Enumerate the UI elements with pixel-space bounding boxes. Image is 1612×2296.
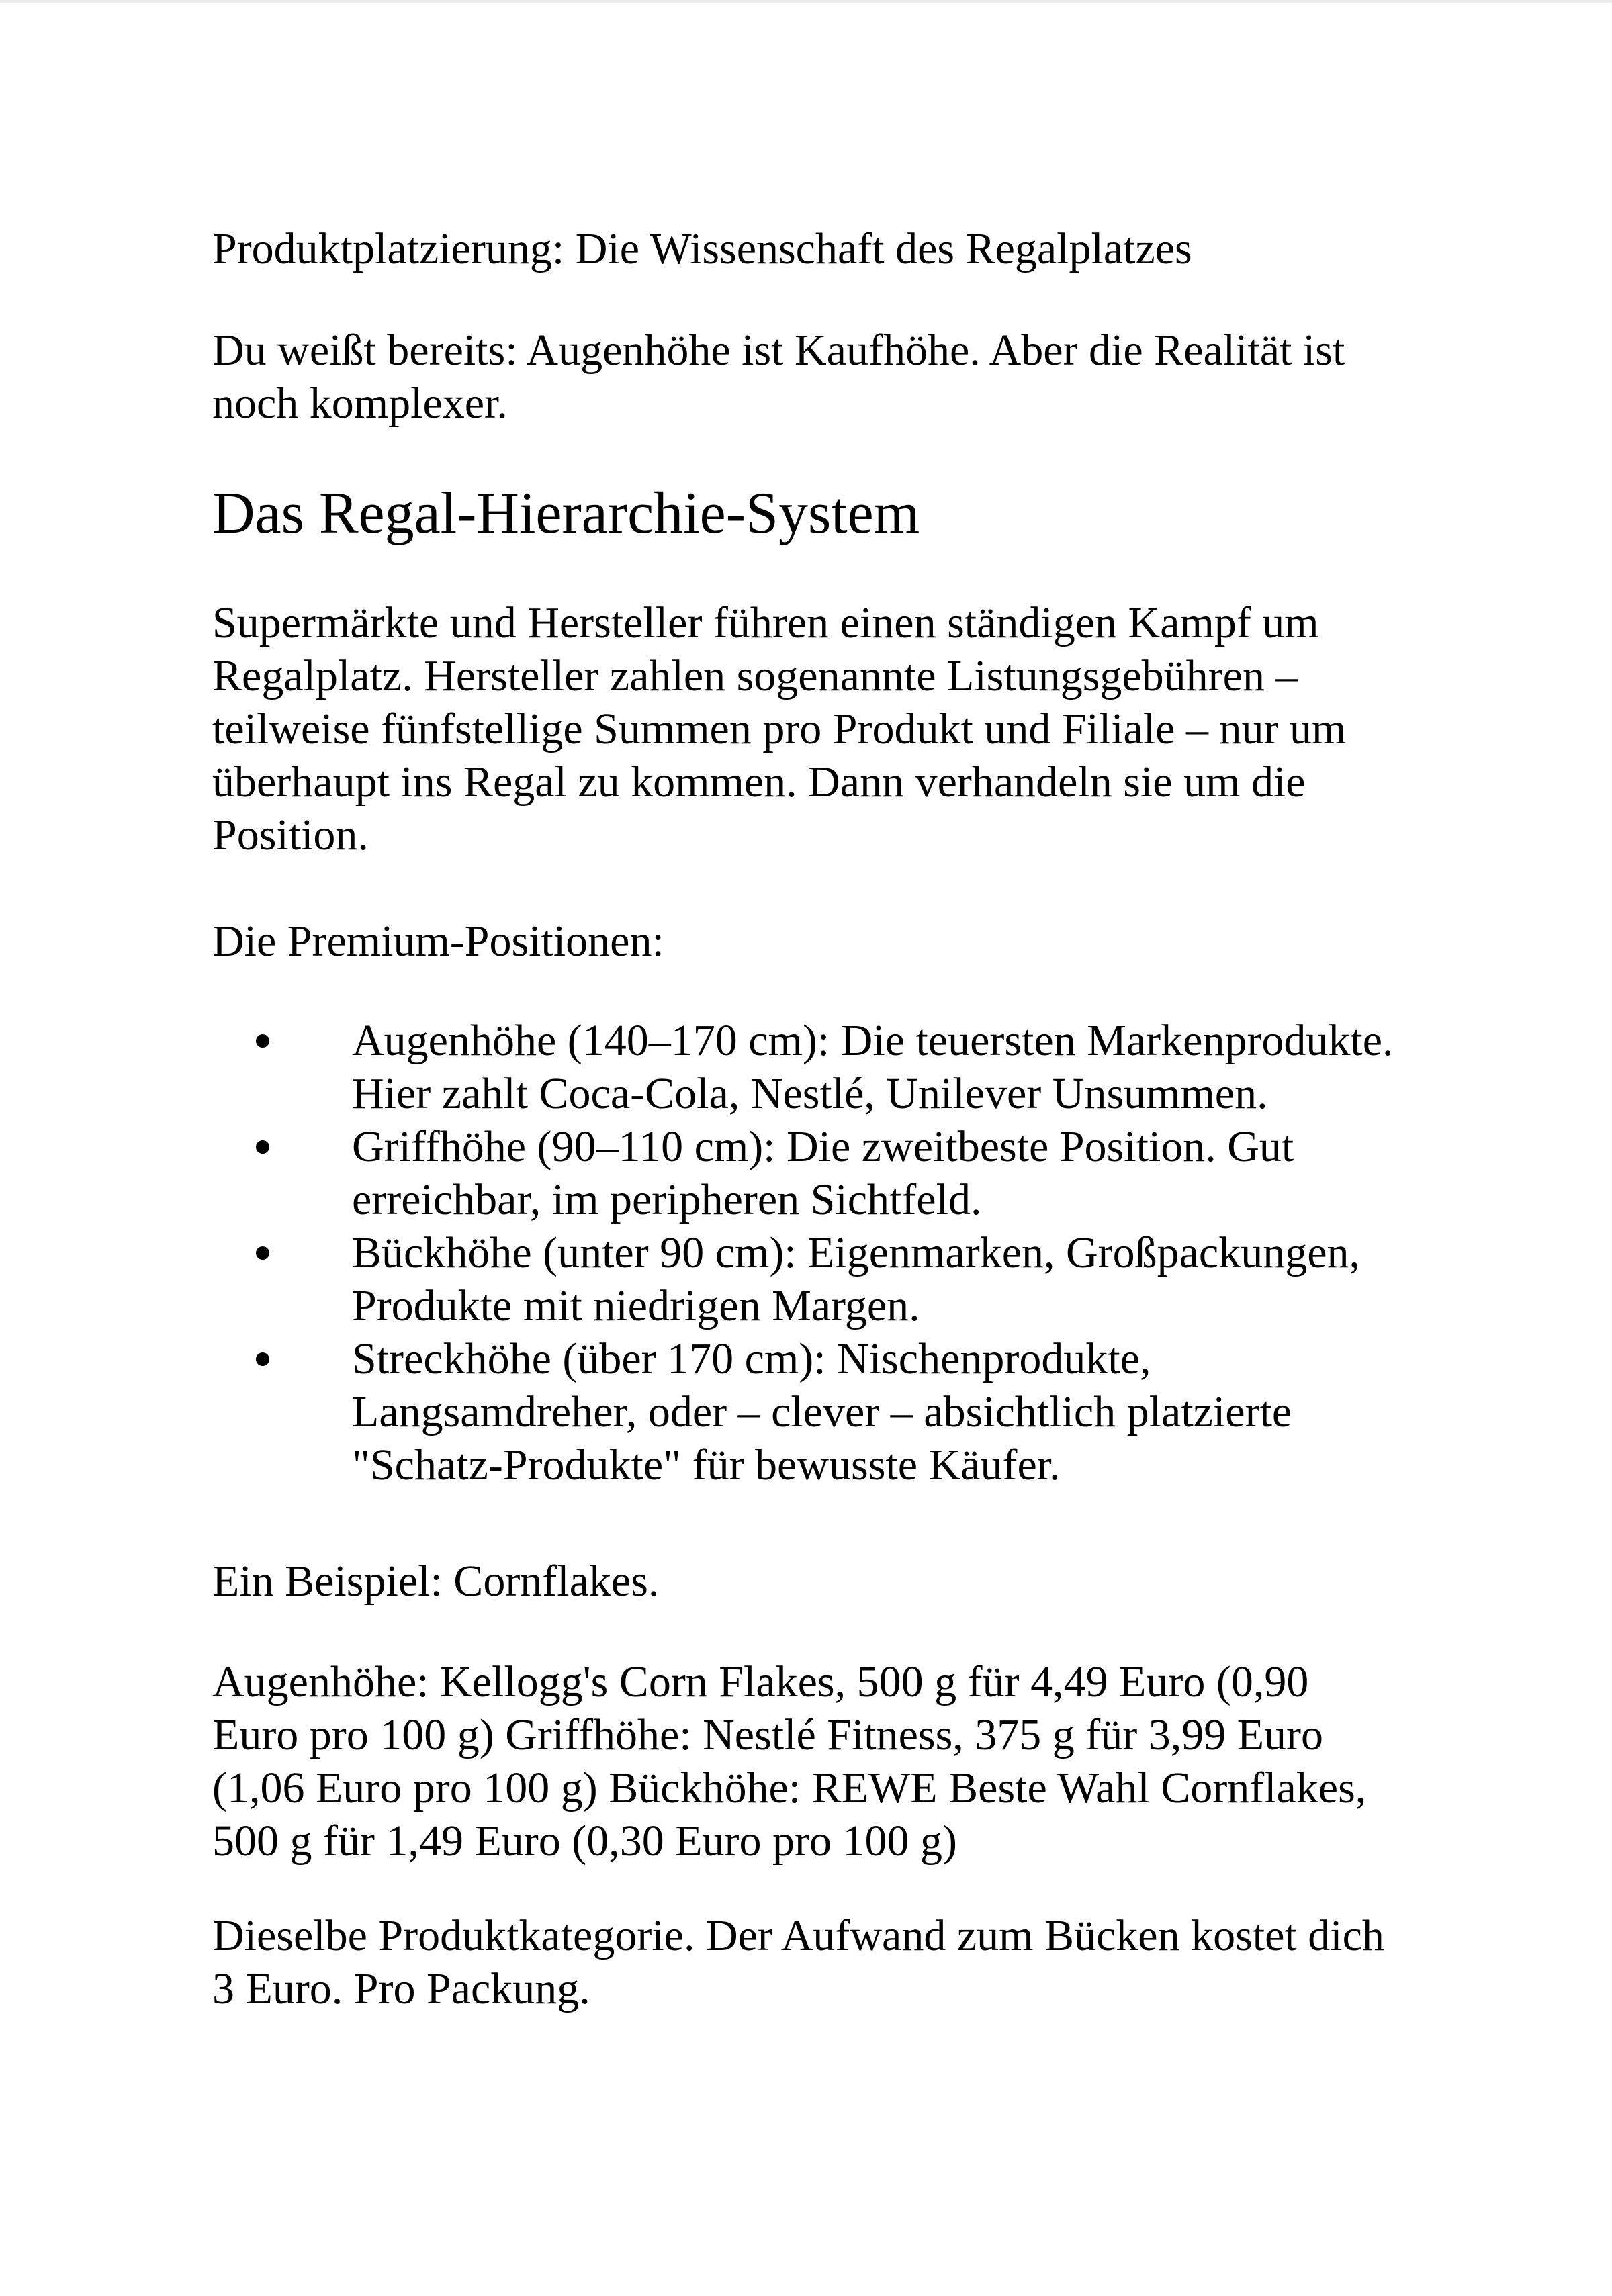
list-intro: Die Premium-Positionen:: [212, 917, 664, 966]
bullet-icon: [256, 1246, 269, 1260]
example-intro: Ein Beispiel: Cornflakes.: [212, 1557, 660, 1606]
bullet-icon: [256, 1352, 269, 1366]
document-title-line: Produktplatzierung: Die Wissenschaft des Regalplatzes: [212, 224, 1192, 273]
bullet-icon: [256, 1140, 269, 1154]
list-item-text: Augenhöhe (140–170 cm): Die teuersten Markenprodukte. Hier zahlt Coca-Cola, Nestlé, Unilever Unsummen.: [352, 1016, 1394, 1118]
list-item: [212, 1014, 1400, 1120]
list-item-text: Bückhöhe (unter 90 cm): Eigenmarken, Großpackungen, Produkte mit niedrigen Margen.: [352, 1228, 1361, 1330]
top-border: [0, 0, 1612, 3]
competition-paragraph: Supermärkte und Hersteller führen einen ständigen Kampf um Regalplatz. Hersteller zahlen sogenannte Listungsgebühren – teilweise fünfstellige Summen pro Produkt und Filiale – nur um überhaupt ins Regal zu kommen. Dann verhandeln sie um die Position.: [212, 598, 1347, 860]
list-item: [212, 1332, 1400, 1491]
intro-paragraph: Du weißt bereits: Augenhöhe ist Kaufhöhe. Aber die Realität ist noch komplexer.: [212, 326, 1345, 428]
example-details: Augenhöhe: Kellogg's Corn Flakes, 500 g für 4,49 Euro (0,90 Euro pro 100 g) Griffhöhe: Nestlé Fitness, 375 g für 3,99 Euro (1,06 Euro pro 100 g) Bückhöhe: REWE Beste Wahl Cornflakes, 500 g für 1,49 Euro (0,30 Euro pro 100 g): [212, 1657, 1367, 1866]
section-heading: Das Regal-Hierarchie-System: [212, 481, 920, 546]
premium-positions-list: [212, 1014, 1400, 1491]
list-item: [212, 1120, 1400, 1226]
list-item-text: Streckhöhe (über 170 cm): Nischenprodukte, Langsamdreher, oder – clever – absichtlich platzierte "Schatz-Produkte" für bewusste Käufer.: [352, 1334, 1292, 1489]
list-item: [212, 1226, 1400, 1332]
list-item-text: Griffhöhe (90–110 cm): Die zweitbeste Position. Gut erreichbar, im peripheren Sichtfeld.: [352, 1122, 1294, 1224]
bullet-icon: [256, 1034, 269, 1048]
conclusion-paragraph: Dieselbe Produktkategorie. Der Aufwand zum Bücken kostet dich 3 Euro. Pro Packung.: [212, 1911, 1384, 2013]
